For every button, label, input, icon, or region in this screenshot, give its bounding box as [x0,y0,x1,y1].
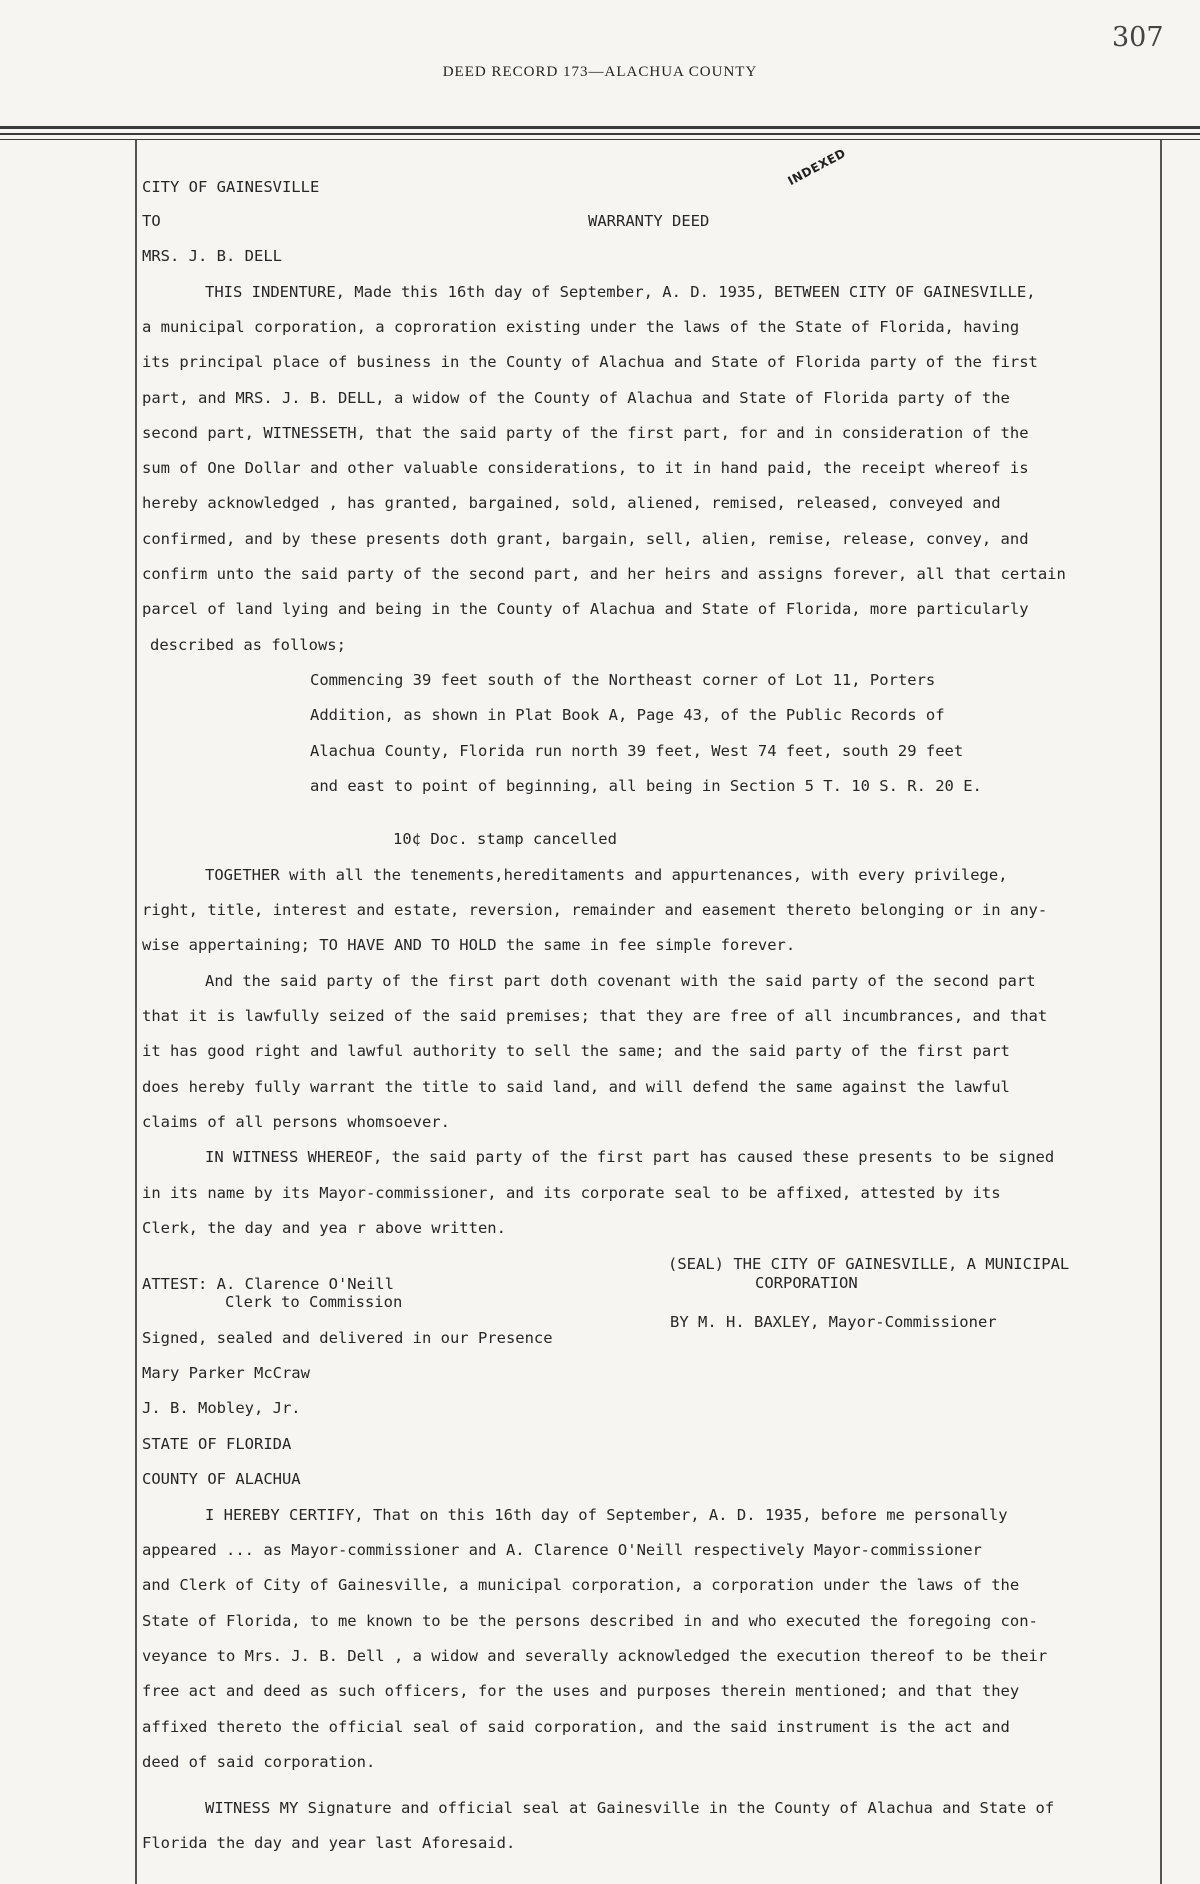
left-margin-line [135,140,137,1884]
running-head: DEED RECORD 173—ALACHUA COUNTY [442,64,758,80]
body-line: I HEREBY CERTIFY, That on this 16th day of September, A. D. 1935, before me personally [205,1506,1008,1524]
body-line: WITNESS MY Signature and official seal at Gainesville in the County of Alachua and State of [205,1799,1055,1817]
attest-line: ATTEST: A. Clarence O'Neill [142,1275,394,1293]
grantee-name: MRS. J. B. DELL [142,247,282,265]
header-rule [0,139,1200,140]
seal-line: CORPORATION [755,1274,858,1292]
land-description-line: Alachua County, Florida run north 39 feet, West 74 feet, south 29 feet [310,742,964,760]
body-line: affixed thereto the official seal of said corporation, and the said instrument is the act and [142,1718,1010,1736]
body-line: Florida the day and year last Aforesaid. [142,1834,516,1852]
body-line: free act and deed as such officers, for the uses and purposes therein mentioned; and that they [142,1682,1020,1700]
venue-county: COUNTY OF ALACHUA [142,1470,301,1488]
land-description-line: Commencing 39 feet south of the Northeast corner of Lot 11, Porters [310,671,936,689]
body-line: appeared ... as Mayor-commissioner and A. Clarence O'Neill respectively Mayor-commissioner [142,1541,982,1559]
body-line: IN WITNESS WHEREOF, the said party of the first part has caused these presents to be signed [205,1148,1055,1166]
land-description-line: Addition, as shown in Plat Book A, Page 43, of the Public Records of [310,706,945,724]
deed-title: WARRANTY DEED [588,212,710,230]
body-line: Clerk, the day and yea r above written. [142,1219,506,1237]
venue-state: STATE OF FLORIDA [142,1435,292,1453]
header-rule [0,126,1200,129]
witness-name: J. B. Mobley, Jr. [142,1399,301,1417]
to-label: TO [142,212,161,230]
body-line: TOGETHER with all the tenements,hereditaments and appurtenances, with every privilege, [205,866,1008,884]
body-line: deed of said corporation. [142,1753,376,1771]
by-line: BY M. H. BAXLEY, Mayor-Commissioner [670,1313,997,1331]
body-line: in its name by its Mayor-commissioner, and its corporate seal to be affixed, attested by its [142,1184,1001,1202]
body-line: and Clerk of City of Gainesville, a municipal corporation, a corporation under the laws of the [142,1576,1020,1594]
body-line: confirmed, and by these presents doth grant, bargain, sell, alien, remise, release, convey, and [142,530,1029,548]
body-line: its principal place of business in the County of Alachua and State of Florida party of the first [142,353,1038,371]
body-line: wise appertaining; TO HAVE AND TO HOLD the same in fee simple forever. [142,936,796,954]
grantor-name: CITY OF GAINESVILLE [142,178,320,196]
land-description-line: and east to point of beginning, all being in Section 5 T. 10 S. R. 20 E. [310,777,982,795]
body-line: State of Florida, to me known to be the persons described in and who executed the foregoing con- [142,1612,1038,1630]
seal-line: (SEAL) THE CITY OF GAINESVILLE, A MUNICIPAL [668,1255,1070,1273]
body-line: does hereby fully warrant the title to said land, and will defend the same against the lawful [142,1078,1010,1096]
body-line: hereby acknowledged , has granted, bargained, sold, aliened, remised, released, conveyed and [142,494,1001,512]
body-line: a municipal corporation, a coproration existing under the laws of the State of Florida, having [142,318,1020,336]
page-number: 307 [1112,22,1164,53]
body-line: veyance to Mrs. J. B. Dell , a widow and severally acknowledged the execution thereof to be their [142,1647,1048,1665]
right-margin-line [1160,140,1162,1884]
stamp-note: 10¢ Doc. stamp cancelled [393,830,617,848]
body-line: And the said party of the first part doth covenant with the said party of the second part [205,972,1036,990]
indexed-stamp: INDEXED [785,145,849,189]
body-line: described as follows; [150,636,346,654]
body-line: that it is lawfully seized of the said premises; that they are free of all incumbrances, and that [142,1007,1048,1025]
body-line: second part, WITNESSETH, that the said party of the first part, for and in consideration of the [142,424,1029,442]
body-line: confirm unto the said party of the second part, and her heirs and assigns forever, all that certain [142,565,1066,583]
presence-line: Signed, sealed and delivered in our Presence [142,1329,553,1347]
header-rule [0,133,1200,135]
attest-line: Clerk to Commission [225,1293,403,1311]
body-line: sum of One Dollar and other valuable considerations, to it in hand paid, the receipt whereof is [142,459,1029,477]
body-line: THIS INDENTURE, Made this 16th day of September, A. D. 1935, BETWEEN CITY OF GAINESVILLE, [205,283,1036,301]
body-line: claims of all persons whomsoever. [142,1113,450,1131]
body-line: parcel of land lying and being in the County of Alachua and State of Florida, more particularly [142,600,1029,618]
body-line: part, and MRS. J. B. DELL, a widow of the County of Alachua and State of Florida party of the [142,389,1010,407]
body-line: right, title, interest and estate, reversion, remainder and easement thereto belonging or in any- [142,901,1048,919]
witness-name: Mary Parker McCraw [142,1364,310,1382]
body-line: it has good right and lawful authority to sell the same; and the said party of the first part [142,1042,1010,1060]
